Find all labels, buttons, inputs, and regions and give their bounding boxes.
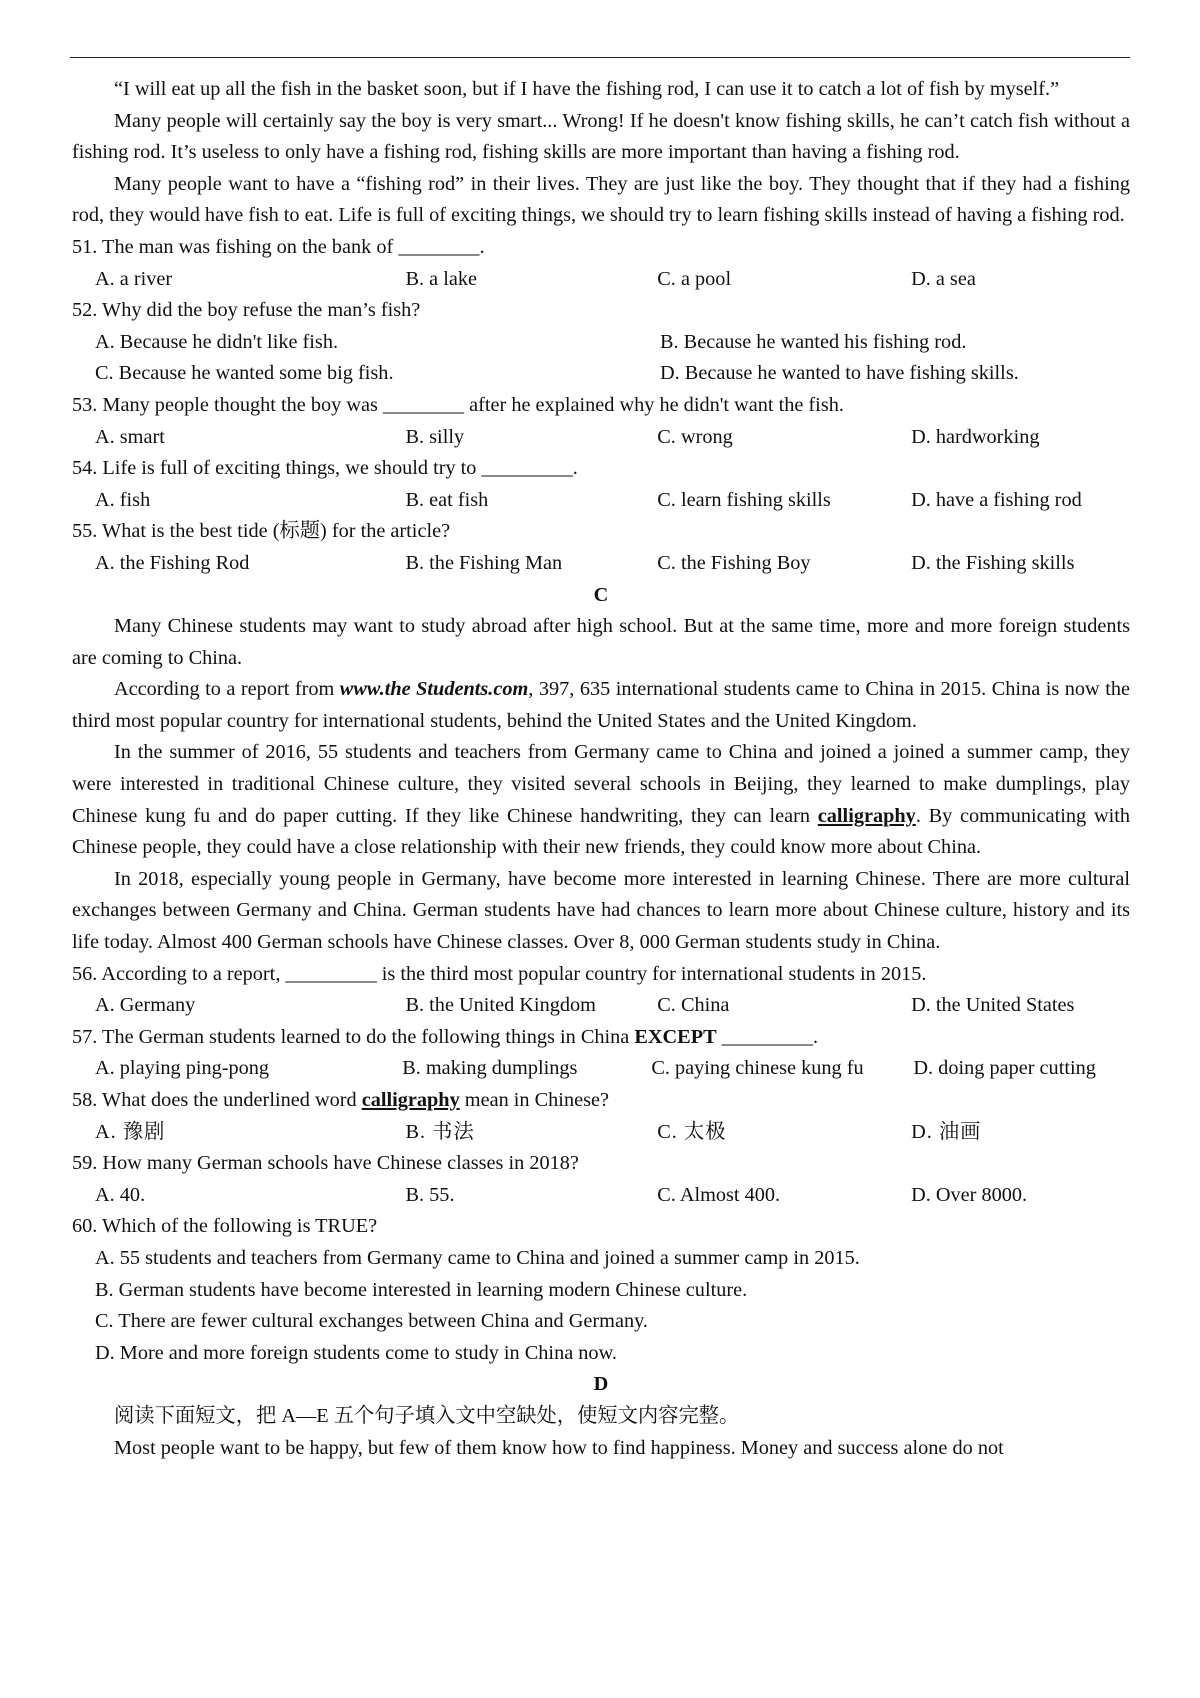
option-a: A. 豫剧	[95, 1120, 166, 1143]
section-d-heading: D	[593, 1373, 609, 1396]
question-54-options	[72, 485, 1130, 517]
question-text: mean in Chinese?	[459, 1089, 609, 1111]
passage-c-paragraph-2	[72, 674, 1130, 737]
document-content	[72, 74, 1130, 1464]
option-b: B. 书法	[405, 1120, 475, 1143]
option-c: C. the Fishing Boy	[657, 551, 811, 574]
option-b: B. eat fish	[405, 488, 489, 511]
question-52-options-row-2	[72, 358, 1130, 390]
option-b: B. Because he wanted his fishing rod.	[660, 330, 967, 353]
option-c: C. Because he wanted some big fish.	[95, 362, 394, 385]
passage-c-paragraph-3	[72, 737, 1130, 863]
option-c: C. paying chinese kung fu	[651, 1057, 864, 1080]
option-d: D. hardworking	[911, 425, 1040, 448]
section-c-heading: C	[593, 583, 609, 606]
option-a: A. 40.	[95, 1183, 146, 1206]
option-b: B. German students have become interested in learning modern Chinese culture.	[95, 1278, 748, 1301]
question-55: 55. What is the best tide (标题) for the article?	[72, 520, 451, 543]
option-c: C. wrong	[657, 425, 733, 448]
paragraph-text: . By communicating with Chinese people, they could have a close relationship with their new friends, they could know more about China.	[72, 804, 1130, 859]
question-text: 58. What does the underlined word	[72, 1089, 362, 1111]
option-a: A. Because he didn't like fish.	[95, 330, 339, 353]
option-c: C. a pool	[657, 267, 732, 290]
underlined-word: calligraphy	[817, 804, 916, 827]
option-c: C. China	[657, 994, 730, 1017]
question-text: 57. The German students learned to do the following things in China	[72, 1025, 635, 1048]
passage-c-paragraph-4: In 2018, especially young people in Germany, have become more interested in learning Chinese. There are more cultural exchanges between Germany and China. German students have had chances to learn more about Chinese culture, history and its life today. Almost 400 German schools have Chinese classes. Over 8, 000 German students study in China.	[72, 867, 1130, 954]
question-56-options	[72, 990, 1130, 1022]
paragraph-text: According to a report from	[114, 678, 340, 701]
option-a: A. smart	[95, 425, 165, 448]
option-b: B. 55.	[405, 1183, 455, 1206]
option-a: A. a river	[95, 267, 173, 290]
passage-b-paragraph-1: “I will eat up all the fish in the basket soon, but if I have the fishing rod, I can use it to catch a lot of fish by myself.”	[114, 78, 1060, 100]
underlined-word: calligraphy	[361, 1089, 460, 1111]
passage-c-paragraph-1: Many Chinese students may want to study abroad after high school. But at the same time, more and more foreign students are coming to China.	[72, 615, 1130, 669]
question-53: 53. Many people thought the boy was ________ after he explained why he didn't want the fish.	[72, 393, 844, 416]
option-d: D. Over 8000.	[911, 1183, 1028, 1206]
paragraph-text: In the summer of 2016, 55 students and teachers from Germany came to China and joined a joined a summer camp, they were interested in traditional Chinese culture, they visited several schools in Beijing, they learned to make dumplings, play Chinese kung fu and do paper cutting. If they like Chinese handwriting, they can learn	[72, 741, 1130, 827]
option-a: A. Germany	[95, 994, 196, 1017]
question-52-options-row-1	[72, 327, 1130, 359]
option-d: D. Because he wanted to have fishing skills.	[660, 362, 1019, 385]
header-rule	[70, 57, 1130, 58]
paragraph-text: , 397, 635 international students came to China in 2015. China is now the third most popular country for international students, behind the United States and the United Kingdom.	[72, 678, 1130, 732]
question-57-options	[72, 1053, 1130, 1085]
question-59-options	[72, 1180, 1130, 1212]
option-d: D. doing paper cutting	[913, 1057, 1096, 1080]
option-a: A. fish	[95, 488, 151, 511]
question-51-options	[72, 264, 1130, 296]
section-d-instruction: 阅读下面短文，把 A—E 五个句子填入文中空缺处，使短文内容完整。	[114, 1404, 740, 1427]
question-52: 52. Why did the boy refuse the man’s fish?	[72, 299, 421, 322]
question-56: 56. According to a report, _________ is the third most popular country for international students in 2015.	[72, 962, 927, 985]
option-b: B. a lake	[405, 267, 478, 290]
option-d: D. a sea	[911, 267, 976, 290]
option-b: B. silly	[405, 425, 465, 448]
question-text: _________.	[716, 1025, 819, 1048]
question-60: 60. Which of the following is TRUE?	[72, 1215, 378, 1238]
option-d: D. More and more foreign students come to study in China now.	[95, 1341, 617, 1364]
option-b: B. the Fishing Man	[405, 551, 563, 574]
question-59: 59. How many German schools have Chinese classes in 2018?	[72, 1152, 579, 1175]
question-53-options	[72, 422, 1130, 454]
option-a: A. playing ping-pong	[95, 1057, 270, 1080]
option-d: D. have a fishing rod	[911, 488, 1082, 511]
question-55-options	[72, 548, 1130, 580]
question-51: 51. The man was fishing on the bank of ________.	[72, 235, 485, 258]
option-b: B. the United Kingdom	[405, 994, 596, 1017]
question-54: 54. Life is full of exciting things, we should try to _________.	[72, 457, 578, 480]
option-c: C. There are fewer cultural exchanges between China and Germany.	[95, 1310, 648, 1333]
option-b: B. making dumplings	[402, 1057, 578, 1080]
question-58-options	[72, 1117, 1130, 1149]
option-c: C. learn fishing skills	[657, 488, 831, 511]
passage-d-paragraph-1: Most people want to be happy, but few of them know how to find happiness. Money and success alone do not	[114, 1436, 1004, 1459]
option-d: D. the Fishing skills	[911, 551, 1075, 574]
website-name: www.the Students.com	[339, 678, 529, 701]
question-58	[72, 1085, 1130, 1117]
option-a: A. the Fishing Rod	[95, 551, 250, 574]
question-keyword: EXCEPT	[634, 1025, 717, 1048]
passage-b-paragraph-3: Many people want to have a “fishing rod” in their lives. They are just like the boy. They thought that if they had a fishing rod, they would have fish to eat. Life is full of exciting things, we should try to learn fishing skills instead of having a fishing rod.	[72, 172, 1130, 227]
option-c: C. 太极	[657, 1120, 727, 1143]
passage-b-paragraph-2: Many people will certainly say the boy is very smart... Wrong! If he doesn't know fishing skills, he can’t catch fish without a fishing rod. It’s useless to only have a fishing rod, fishing skills are more important than having a fishing rod.	[72, 109, 1130, 164]
option-d: D. 油画	[911, 1120, 982, 1143]
question-57	[72, 1022, 1130, 1054]
option-a: A. 55 students and teachers from Germany came to China and joined a summer camp in 2015.	[95, 1246, 860, 1269]
option-c: C. Almost 400.	[657, 1183, 781, 1206]
option-d: D. the United States	[911, 994, 1075, 1017]
